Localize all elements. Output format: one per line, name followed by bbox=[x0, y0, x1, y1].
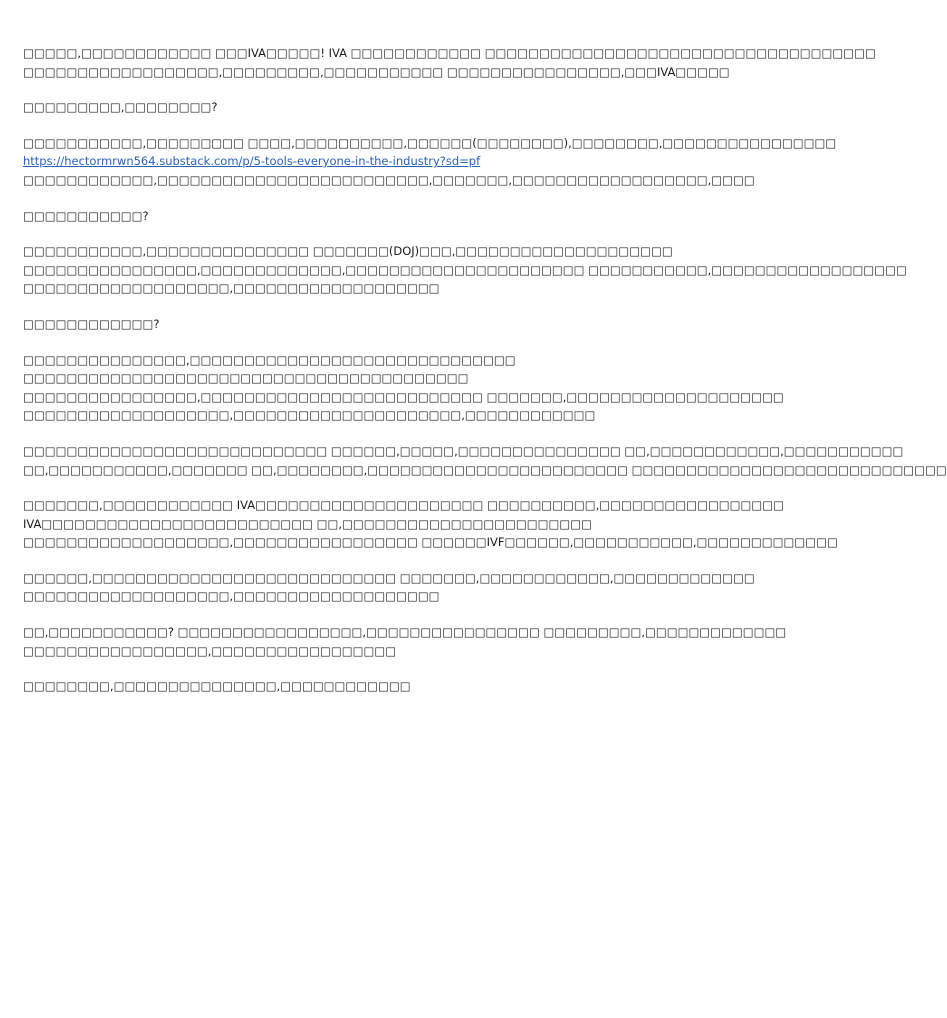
paragraph-11 bbox=[23, 623, 787, 660]
text-line: □□□□□□,□□□□□□□□□□□□□□□□□□□□□□□□□□□□ □□□□□□□,□□□□□□□□□□□□,□□□□□□□□□□□□□ bbox=[23, 570, 755, 585]
text-line: □□□□□□□□□□□□,□□□□□□□□□□□□□□□□□□□□□□□□□,□□□□□□□,□□□□□□□□□□□□□□□□□□,□□□□ bbox=[23, 172, 755, 187]
text-line: □□□□□□□□□□□,□□□□□□□□□ □□□□,□□□□□□□□□□,□□□□□□(□□□□□□□□),□□□□□□□□,□□□□□□□□□□□□□□□□ bbox=[23, 135, 837, 150]
text-line: □□,□□□□□□□□□□□,□□□□□□□ □□,□□□□□□□□,□□□□□□□□□□□□□□□□□□□□□□□□ □□□□□□□□□□□□□□□□□□□□□□□□□□□□□ bbox=[23, 462, 947, 477]
text-line: □□□□□□□□□□□□□□□□□□□,□□□□□□□□□□□□□□□□□ □□□□□□IVF□□□□□□,□□□□□□□□□□□,□□□□□□□□□□□□□ bbox=[23, 535, 838, 550]
text-line: □□□□□□□□□□□? bbox=[23, 208, 149, 223]
paragraph-4-heading bbox=[23, 207, 699, 226]
paragraph-2-heading bbox=[23, 98, 699, 117]
text-line: □□□□□□□,□□□□□□□□□□□□ IVA□□□□□□□□□□□□□□□□□□□□□ □□□□□□□□□□,□□□□□□□□□□□□□□□□□ bbox=[23, 498, 784, 513]
text-line: □□□□□□□□□□□□□□□□□□□□□□□□□□□□ □□□□□□,□□□□□,□□□□□□□□□□□□□□□ □□,□□□□□□□□□□□□,□□□□□□□□□□□ bbox=[23, 443, 904, 458]
text-line: □□□□□□□□□□□□□□□□,□□□□□□□□□□□□□□□□□□□□□□□□□□ □□□□□□□,□□□□□□□□□□□□□□□□□□□□ bbox=[23, 389, 784, 404]
text-line: □□□□□□□□□□□,□□□□□□□□□□□□□□□ □□□□□□□(DOJ)□□□,□□□□□□□□□□□□□□□□□□□□ bbox=[23, 244, 673, 259]
text-line: □□□□□□□□□□□□□□□,□□□□□□□□□□□□□□□□□□□□□□□□□□□□□□ bbox=[23, 352, 516, 367]
paragraph-12 bbox=[23, 677, 699, 696]
paragraph-3 bbox=[23, 134, 837, 190]
text-line: □□□□□□□□,□□□□□□□□□□□□□□□,□□□□□□□□□□□□ bbox=[23, 679, 411, 694]
text-line: □□□□□□□□□□□□□□□□□□□□□□□□□□□□□□□□□□□□□□□□□ bbox=[23, 371, 469, 386]
text-line: □□□□□□□□□□□□? bbox=[23, 316, 160, 331]
paragraph-9 bbox=[23, 496, 838, 552]
text-line: □□□□□,□□□□□□□□□□□□ □□□IVA□□□□□! IVA □□□□□□□□□□□□ □□□□□□□□□□□□□□□□□□□□□□□□□□□□□□□□□□□□ bbox=[23, 46, 876, 60]
paragraph-5 bbox=[23, 242, 907, 298]
text-line: □□,□□□□□□□□□□□? □□□□□□□□□□□□□□□□□,□□□□□□□□□□□□□□□□ □□□□□□□□□,□□□□□□□□□□□□□ bbox=[23, 625, 787, 640]
text-line: IVA□□□□□□□□□□□□□□□□□□□□□□□□□ □□,□□□□□□□□□□□□□□□□□□□□□□□ bbox=[23, 516, 592, 531]
text-line: □□□□□□□□□□□□□□□□□□,□□□□□□□□□,□□□□□□□□□□□ □□□□□□□□□□□□□□□□,□□□IVA□□□□□ bbox=[23, 64, 730, 79]
text-line: □□□□□□□□□□□□□□□□□□□,□□□□□□□□□□□□□□□□□□□ bbox=[23, 281, 440, 296]
substack-link[interactable]: https://hectormrwn564.substack.com/p/5-tools-everyone-in-the-industry?sd=pf bbox=[23, 154, 481, 169]
paragraph-6-heading bbox=[23, 315, 699, 334]
paragraph-8 bbox=[23, 442, 947, 479]
text-line: □□□□□□□□□□□□□□□□□,□□□□□□□□□□□□□□□□□ bbox=[23, 643, 397, 658]
paragraph-7 bbox=[23, 351, 784, 425]
text-line: □□□□□□□□□,□□□□□□□□? bbox=[23, 100, 218, 115]
paragraph-10 bbox=[23, 569, 755, 606]
text-line: □□□□□□□□□□□□□□□□□□□,□□□□□□□□□□□□□□□□□□□ bbox=[23, 589, 440, 604]
document-body bbox=[23, 44, 947, 713]
text-line: □□□□□□□□□□□□□□□□□□□,□□□□□□□□□□□□□□□□□□□□□,□□□□□□□□□□□□ bbox=[23, 408, 596, 423]
text-line: □□□□□□□□□□□□□□□□,□□□□□□□□□□□□□,□□□□□□□□□□□□□□□□□□□□□□ □□□□□□□□□□□,□□□□□□□□□□□□□□□□□□ bbox=[23, 262, 907, 277]
paragraph-1 bbox=[23, 44, 876, 81]
